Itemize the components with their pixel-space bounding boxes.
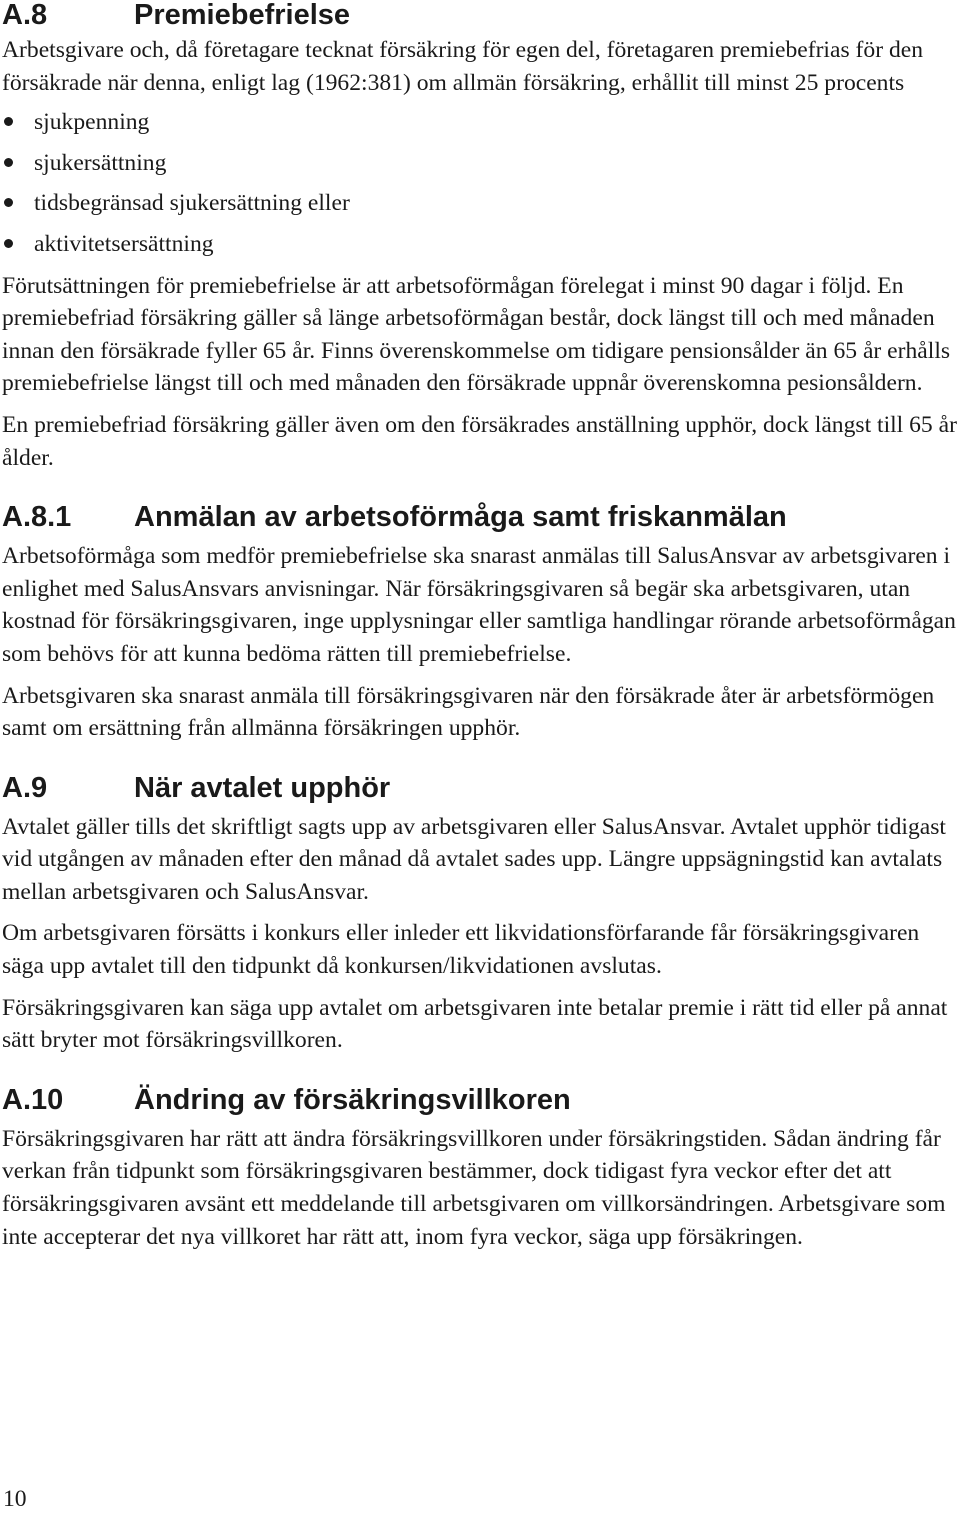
list-item-text: tidsbegränsad sjukersättning eller <box>34 190 350 217</box>
section-number: A.9 <box>2 771 48 804</box>
list-item <box>2 224 958 265</box>
section-intro: Arbetsgivare och, då företagare tecknat försäkring för egen del, företagaren premiebefrias för den försäkrade när denna, enligt lag (1962:381) om allmän försäkring, erhållit till minst 25 procents <box>2 37 924 96</box>
document-page <box>2 0 958 1262</box>
section-title: Anmälan av arbetsoförmåga samt friskanmälan <box>134 501 787 534</box>
paragraph: Avtalet gäller tills det skriftligt sagts upp av arbetsgivaren eller SalusAnsvar. Avtalet upphör tidigast vid utgången av månaden efter den månad då avtalet sades upp. Längre uppsägningstid kan avtalats mellan arbetsgivaren och SalusAnsvar. <box>2 813 946 905</box>
section-number: A.8.1 <box>2 501 72 534</box>
paragraph: Försäkringsgivaren har rätt att ändra försäkringsvillkoren under försäkringstiden. Sådan ändring får verkan från tidpunkt som försäkringsgivaren bestämmer, dock tidigast fyra veckor efter det att försäkringsgivaren avsänt ett meddelande till arbetsgivaren om villkorsändringen. Arbetsgivare som inte accepterar det nya villkoret har rätt att, inom fyra veckor, säga upp försäkringen. <box>2 1125 946 1250</box>
bullet-icon <box>4 117 13 126</box>
section-heading <box>2 500 958 534</box>
section-number: A.8 <box>2 0 48 31</box>
bullet-list <box>2 102 958 264</box>
list-item-text: sjukpenning <box>34 109 150 136</box>
section-a8-1 <box>2 500 958 745</box>
section-a10 <box>2 1083 958 1253</box>
list-item-text: sjukersättning <box>34 149 167 176</box>
section-heading <box>2 1083 958 1117</box>
list-item <box>2 102 958 143</box>
section-heading <box>2 771 958 805</box>
section-number: A.10 <box>2 1083 64 1116</box>
list-item <box>2 183 958 224</box>
section-a9 <box>2 771 958 1057</box>
bullet-icon <box>4 158 13 167</box>
bullet-icon <box>4 198 13 207</box>
paragraph: En premiebefriad försäkring gäller även om den försäkrades anställning upphör, dock längst till 65 år ålder. <box>2 411 957 471</box>
list-item <box>2 143 958 184</box>
section-title: Ändring av försäkringsvillkoren <box>134 1083 571 1116</box>
paragraph: Förutsättningen för premiebefrielse är att arbetsoförmågan förelegat i minst 90 dagar i följd. En premiebefriad försäkring gäller så länge arbetsoförmågan består, dock längst till och med månaden innan den försäkrade fyller 65 år. Finns överenskommelse om tidigare pensionsålder än 65 år erhålls premiebefrielse längst till och med månaden den försäkrade uppnår överenskomna pesionsåldern. <box>2 272 951 397</box>
page-number: 10 <box>3 1486 27 1512</box>
paragraph: Arbetsoförmåga som medför premiebefrielse ska snarast anmälas till SalusAnsvar av arbetsgivaren i enlighet med SalusAnsvars anvisningar. När försäkringsgivaren så begär ska arbetsgivaren, utan kostnad för försäkringsgivaren, inge upplysningar eller samtliga handlingar rörande arbetsoförmågan som behövs för att kunna bedöma rätten till premiebefrielse. <box>2 543 956 667</box>
section-title: När avtalet upphör <box>134 771 391 804</box>
list-item-text: aktivitetsersättning <box>34 230 214 257</box>
section-a8 <box>2 0 958 474</box>
paragraph: Arbetsgivaren ska snarast anmäla till försäkringsgivaren när den försäkrade åter är arbetsförmögen samt om ersättning från allmänna försäkringen upphör. <box>2 682 935 742</box>
section-title: Premiebefrielse <box>134 0 351 31</box>
paragraph: Om arbetsgivaren försätts i konkurs eller inleder ett likvidationsförfarande får försäkringsgivaren säga upp avtalet till den tidpunkt då konkursen/likvidationen avslutas. <box>2 920 920 980</box>
bullet-icon <box>4 239 13 248</box>
section-heading <box>2 0 958 32</box>
paragraph: Försäkringsgivaren kan säga upp avtalet om arbetsgivaren inte betalar premie i rätt tid eller på annat sätt bryter mot försäkringsvillkoren. <box>2 994 948 1054</box>
